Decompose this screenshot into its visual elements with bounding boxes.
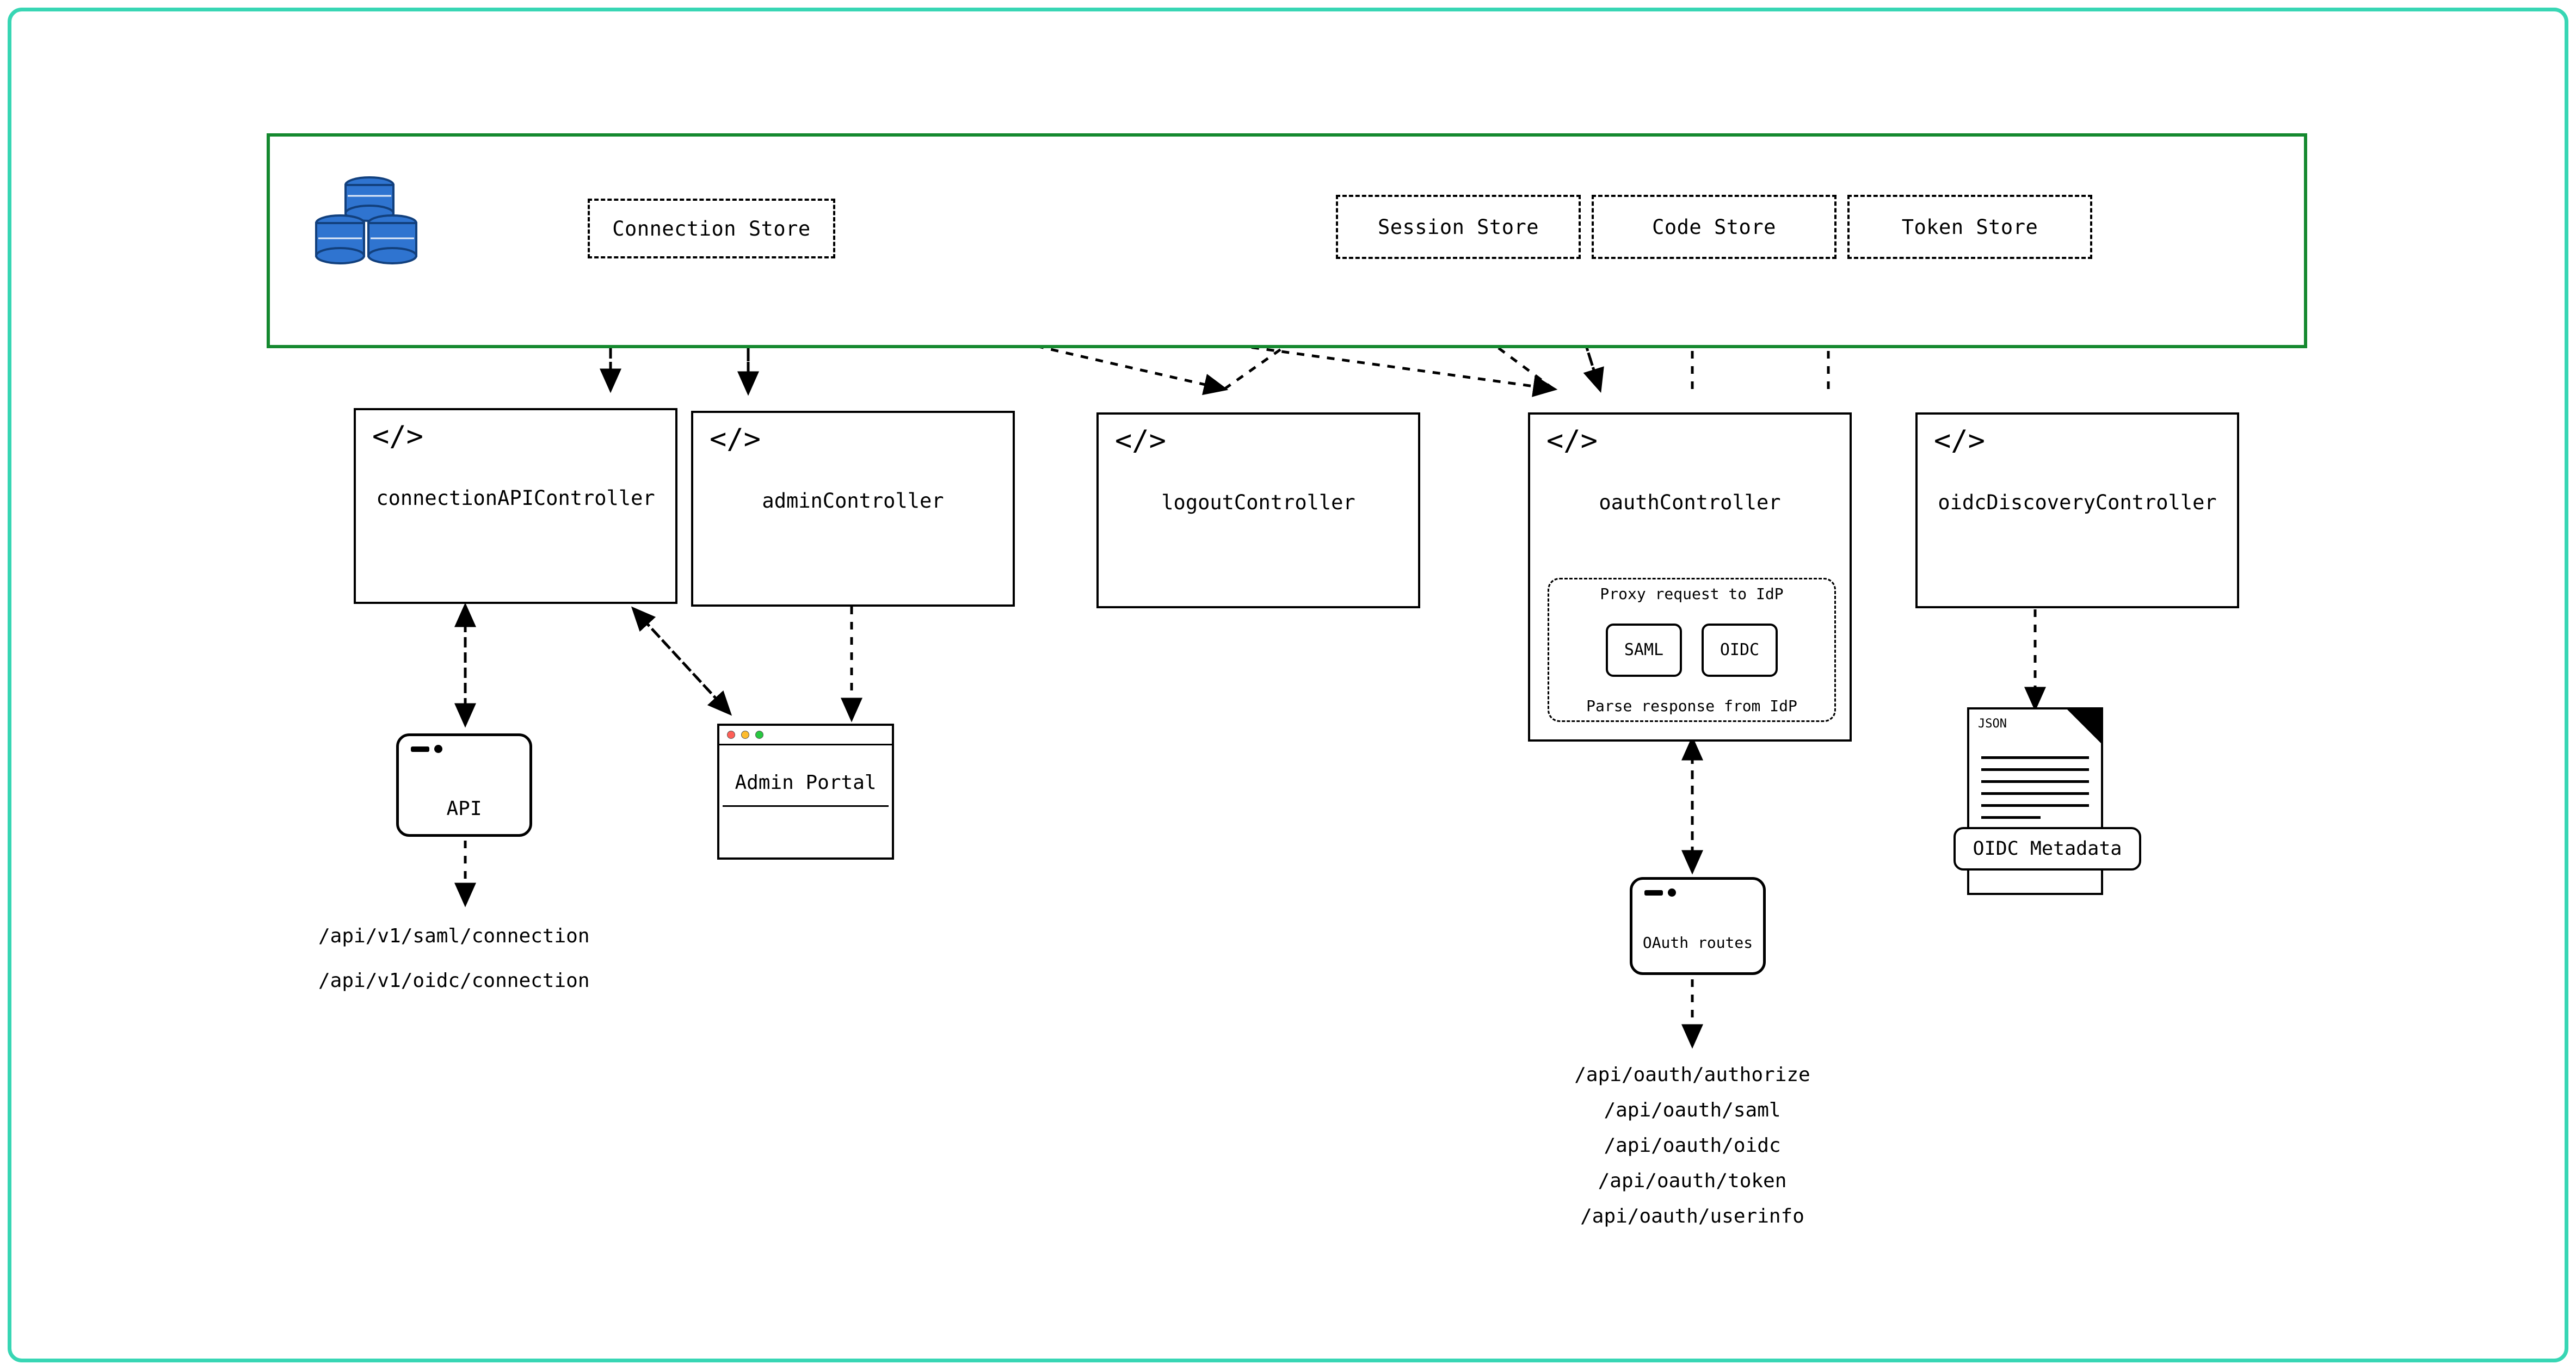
store-label: Token Store xyxy=(1901,215,2038,239)
json-tag-label: JSON xyxy=(1978,717,2007,731)
store-label: Connection Store xyxy=(612,217,811,240)
api-node[interactable] xyxy=(396,733,532,837)
admin-portal-divider xyxy=(723,805,889,854)
proxy-idp-group xyxy=(1548,578,1836,722)
oauth-route-2: /api/oauth/saml xyxy=(1604,1099,1781,1121)
proxy-protocol-chips xyxy=(1606,624,1778,677)
admin-portal-body xyxy=(719,745,892,857)
proxy-request-label: Proxy request to IdP xyxy=(1600,585,1784,603)
saml-chip[interactable] xyxy=(1606,624,1682,677)
controller-label: adminController xyxy=(762,489,944,513)
api-route-1: /api/v1/saml/connection xyxy=(318,925,590,947)
controller-oauth[interactable] xyxy=(1528,412,1852,742)
api-node-label: API xyxy=(446,798,482,820)
code-icon: </> xyxy=(710,423,761,455)
oauth-routes-controls xyxy=(1644,888,1676,897)
store-connection-store[interactable] xyxy=(588,199,835,258)
admin-portal-label: Admin Portal xyxy=(735,772,877,794)
store-label: Session Store xyxy=(1377,215,1539,239)
controller-label: oauthController xyxy=(1599,491,1781,514)
controller-label: oidcDiscoveryController xyxy=(1938,491,2217,514)
code-icon: </> xyxy=(1546,424,1598,457)
parse-response-label: Parse response from IdP xyxy=(1586,697,1797,715)
code-icon: </> xyxy=(372,420,423,453)
oidc-chip[interactable] xyxy=(1702,624,1778,677)
controller-label: logoutController xyxy=(1161,491,1355,514)
oidc-metadata-label: OIDC Metadata xyxy=(1973,838,2122,860)
code-icon: </> xyxy=(1934,424,1985,457)
oauth-route-3: /api/oauth/oidc xyxy=(1604,1134,1781,1157)
oauth-route-4: /api/oauth/token xyxy=(1598,1170,1787,1192)
store-code-store[interactable] xyxy=(1592,195,1837,259)
store-token-store[interactable] xyxy=(1847,195,2092,259)
code-icon: </> xyxy=(1115,424,1166,457)
oauth-routes-label: OAuth routes xyxy=(1642,934,1753,952)
controller-oidc-discovery[interactable] xyxy=(1915,412,2239,608)
oidc-metadata-pill[interactable] xyxy=(1953,827,2141,871)
admin-portal-titlebar xyxy=(719,726,892,745)
oauth-routes-node[interactable] xyxy=(1630,877,1766,975)
store-session-store[interactable] xyxy=(1336,195,1581,259)
document-fold-corner xyxy=(2066,708,2102,744)
oauth-route-1: /api/oauth/authorize xyxy=(1574,1064,1810,1086)
saml-chip-label: SAML xyxy=(1624,640,1664,659)
oauth-route-5: /api/oauth/userinfo xyxy=(1580,1205,1804,1227)
controller-logout[interactable] xyxy=(1096,412,1420,608)
controller-label: connectionAPIController xyxy=(376,486,655,510)
admin-portal-window[interactable] xyxy=(717,724,894,860)
database-stack-icon xyxy=(313,174,433,280)
api-node-controls xyxy=(411,745,442,753)
document-text-lines xyxy=(1981,756,2089,819)
store-label: Code Store xyxy=(1652,215,1776,239)
oidc-chip-label: OIDC xyxy=(1720,640,1760,659)
controller-admin[interactable] xyxy=(691,411,1015,607)
api-route-2: /api/v1/oidc/connection xyxy=(318,970,590,992)
controller-connection-api[interactable] xyxy=(354,408,677,604)
